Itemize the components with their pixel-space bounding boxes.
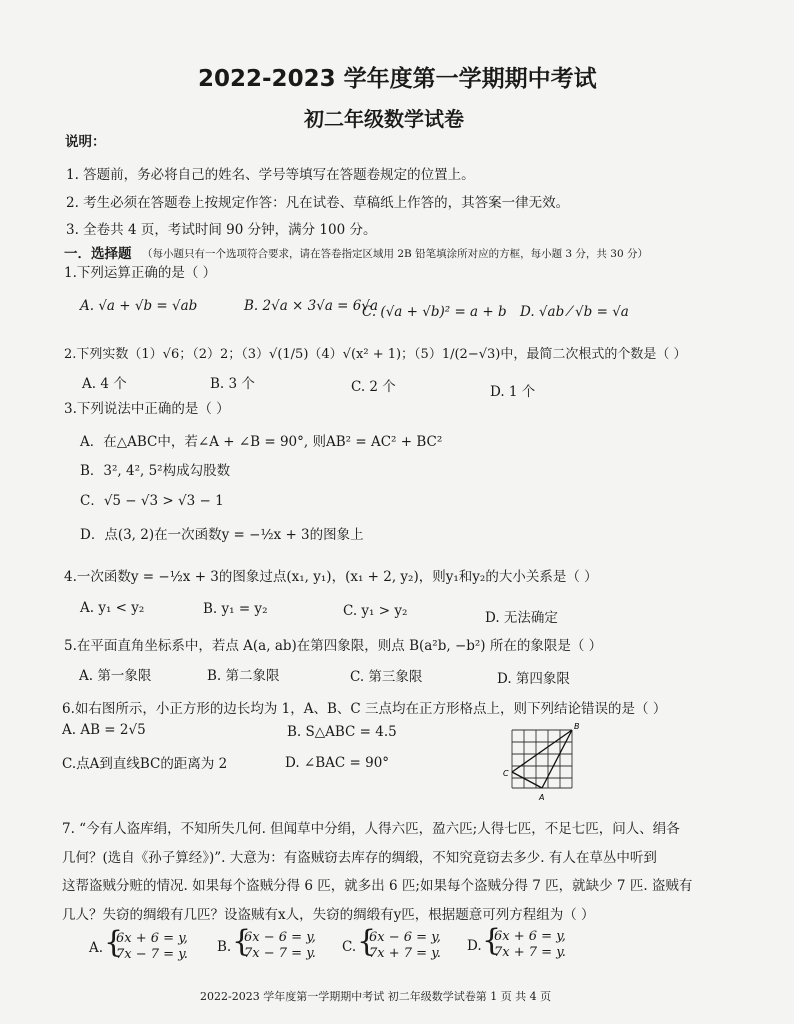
label-b: B xyxy=(574,722,580,731)
question-6-stem: 6.如右图所示，小正方形的边长均为 1，A、B、C 三点均在正方形格点上，则下列结论错误的是（ ） xyxy=(62,701,667,717)
question-6-option-c: C.点A到直线BC的距离为 2 xyxy=(62,756,228,772)
equation: 6x + 6 = y, xyxy=(494,929,566,944)
question-7-option-b xyxy=(244,930,316,962)
instructions-heading: 说明： xyxy=(65,134,106,150)
question-3-stem: 3.下列说法中正确的是（ ） xyxy=(64,401,230,417)
page-subtitle: 初二年级数学试卷 xyxy=(304,107,464,131)
brace-icon: { xyxy=(104,925,124,960)
question-5-option-d: D. 第四象限 xyxy=(497,671,570,687)
question-4-option-b: B. y₁ = y₂ xyxy=(203,601,268,617)
triangle-abc xyxy=(512,730,572,788)
question-3-option-b: B．3², 4², 5²构成勾股数 xyxy=(80,463,231,479)
equation: 6x + 6 = y, xyxy=(116,931,188,946)
page-footer: 2022-2023 学年度第一学期期中考试 初二年级数学试卷第 1 页 共 4 页 xyxy=(200,990,552,1003)
brace-icon: { xyxy=(357,924,377,959)
question-3-option-d: D．点(3, 2)在一次函数y = −½x + 3的图象上 xyxy=(80,527,364,543)
equation: 7x − 7 = y. xyxy=(244,946,316,961)
section-heading: 一．选择题 xyxy=(64,246,132,262)
question-7-line: 几人？失窃的绸缎有几匹？设盗贼有x人，失窃的绸缎有y匹，根据题意可列方程组为（ ） xyxy=(62,907,595,923)
equation: 6x − 6 = y, xyxy=(244,930,316,945)
question-7-option-c-label: C. xyxy=(342,939,357,955)
question-7-option-c xyxy=(369,930,441,962)
page-title: 2022-2023 学年度第一学期期中考试 xyxy=(198,66,597,92)
question-3-option-c: C．√5 − √3 > √3 − 1 xyxy=(80,493,224,509)
question-7-option-a xyxy=(116,931,188,963)
brace-icon: { xyxy=(232,924,252,959)
question-4-option-d: D. 无法确定 xyxy=(485,610,558,626)
question-2-option-d: D. 1 个 xyxy=(490,384,536,400)
question-5-option-a: A. 第一象限 xyxy=(79,668,152,684)
question-5-stem: 5.在平面直角坐标系中，若点 A(a, ab)在第四象限，则点 B(a²b, −b²) 所在的象限是（ ） xyxy=(64,638,603,654)
equation: 7x − 7 = y. xyxy=(116,947,188,962)
question-6-option-d: D. ∠BAC = 90° xyxy=(285,755,390,771)
question-6-option-a: A. AB = 2√5 xyxy=(62,722,146,738)
question-7-option-d xyxy=(494,929,566,961)
question-7-option-d-label: D. xyxy=(467,938,482,954)
instruction-item: 1. 答题前，务必将自己的姓名、学号等填写在答题卷规定的位置上。 xyxy=(66,167,475,183)
question-2-option-c: C. 2 个 xyxy=(351,379,396,395)
question-2-option-b: B. 3 个 xyxy=(210,376,255,392)
question-7-option-b-label: B. xyxy=(217,939,232,955)
instruction-item: 2. 考生必须在答题卷上按规定作答：凡在试卷、草稿纸上作答的，其答案一律无效。 xyxy=(66,195,570,211)
question-5-option-c: C. 第三象限 xyxy=(350,669,423,685)
question-7-option-a-label: A. xyxy=(89,940,104,956)
question-4-option-c: C. y₁ > y₂ xyxy=(343,603,408,619)
question-1-option-c: C. (√a + √b)² = a + b xyxy=(362,304,507,320)
question-7-line: 几何？(选自《孙子算经》)”. 大意为：有盗贼窃去库存的绸缎，不知究竟窃去多少. 有人在草丛中听到 xyxy=(62,850,657,866)
question-3-option-a: A．在△ABC中，若∠A + ∠B = 90°, 则AB² = AC² + BC² xyxy=(80,434,443,450)
question-7-line: 这帮盗贼分赃的情况. 如果每个盗贼分得 6 匹，就多出 6 匹;如果每个盗贼分得 7 匹，就缺少 7 匹. 盗贼有 xyxy=(62,878,693,894)
label-c: C xyxy=(503,769,509,778)
equation: 6x − 6 = y, xyxy=(369,930,441,945)
label-a: A xyxy=(539,793,545,802)
question-5-option-b: B. 第二象限 xyxy=(207,668,280,684)
question-1-option-b: B. 2√a × 3√a = 6√a xyxy=(244,298,379,314)
segment-ab xyxy=(542,730,572,788)
brace-icon: { xyxy=(482,923,502,958)
question-2-stem: 2.下列实数（1）√6；（2）2；（3）√(1/5)（4）√(x² + 1)；（5）1/(2−√3)中，最简二次根式的个数是（ ） xyxy=(64,347,687,362)
question-6-option-b: B. S△ABC = 4.5 xyxy=(287,724,397,740)
instruction-item: 3. 全卷共 4 页，考试时间 90 分钟，满分 100 分。 xyxy=(66,222,377,238)
question-1-option-a: A. √a + √b = √ab xyxy=(80,298,198,314)
question-7-line: 7. “今有人盗库绢，不知所失几何. 但闻草中分绢，人得六匹，盈六匹;人得七匹，不足七匹，问人、绢各 xyxy=(62,821,680,837)
equation: 7x + 7 = y. xyxy=(494,945,566,960)
question-4-option-a: A. y₁ < y₂ xyxy=(80,600,145,616)
question-4-stem: 4.一次函数y = −½x + 3的图象过点(x₁, y₁)，(x₁ + 2, y₂)，则y₁和y₂的大小关系是（ ） xyxy=(64,569,598,585)
grid-lines xyxy=(512,730,572,788)
grid-figure xyxy=(500,720,592,806)
question-2-option-a: A. 4 个 xyxy=(82,376,127,392)
section-note: （每小题只有一个选项符合要求，请在答卷指定区域用 2B 铅笔填涂所对应的方框，每小题 3 分，共 30 分） xyxy=(142,248,648,260)
segment-ca xyxy=(512,772,542,788)
equation: 7x + 7 = y. xyxy=(369,946,441,961)
question-1-option-d: D. √ab ⁄ √b = √a xyxy=(520,304,629,320)
question-1-stem: 1.下列运算正确的是（ ） xyxy=(64,265,217,281)
